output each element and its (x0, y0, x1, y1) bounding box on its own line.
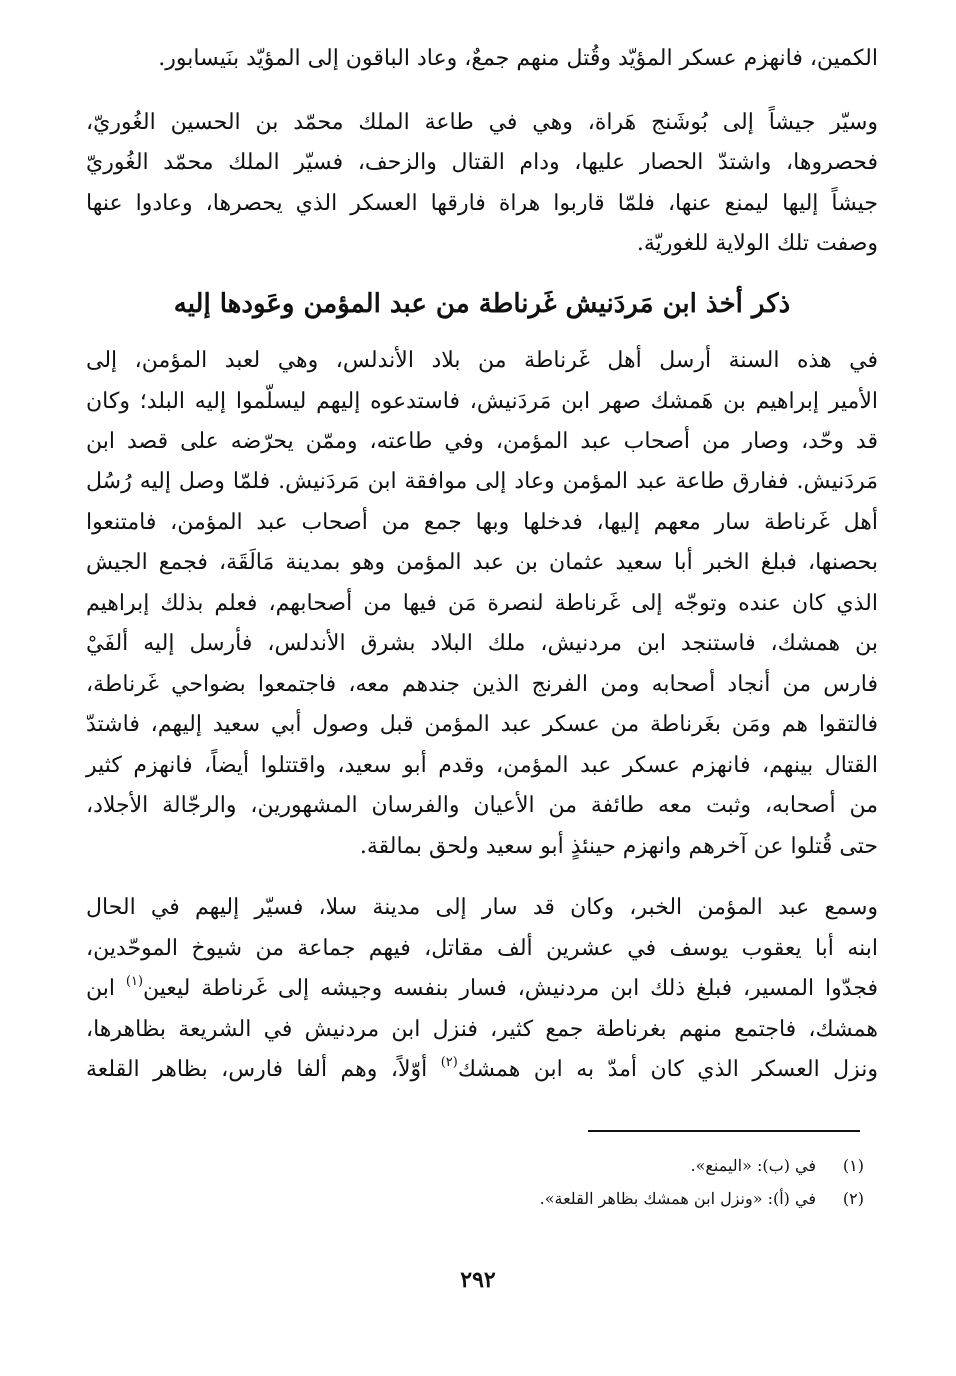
body-line (86, 974, 878, 1010)
footnote (164, 1187, 864, 1211)
body-line: ابنه أبا يعقوب يوسف في عشرين ألف مقاتل، فيهم جماعة من شيوخ الموحّدين، (86, 936, 878, 961)
body-line: الكمين، فانهزم عسكر المؤيّد وقُتل منهم جمعٌ، وعاد الباقون إلى المؤيّد بنَيسابور. (158, 46, 878, 71)
body-line: فالتقوا هم ومَن بغَرناطة من عسكر عبد المؤمن قبل وصول أبي سعيد إليهم، فاشتدّ (86, 712, 878, 737)
body-text: ابن (86, 976, 126, 1001)
body-line: أهل غَرناطة سار معهم إليها، فدخلها وبها جمع من أصحاب عبد المؤمن، فامتنعوا (86, 510, 878, 535)
page-number: ٢٩٢ (460, 1267, 496, 1293)
footnote-number: (٢) (842, 1189, 864, 1208)
body-line: بن همشك، فاستنجد ابن مردنيش، ملك البلاد بشرق الأندلس، فأرسل إليه ألفَيْ (86, 631, 878, 656)
body-line: القتال بينهم، فانهزم عسكر عبد المؤمن، وقدم أبو سعيد، واقتتلوا أيضاً، فانهزم كثير (86, 753, 878, 778)
body-text: ونزل العسكر الذي كان أمدّ به ابن همشك (457, 1057, 879, 1082)
body-line: من أصحابه، وثبت معه طائفة من الأعيان والفرسان المشهورين، والرجّالة الأجلاد، (86, 793, 878, 818)
body-line: وصفت تلك الولاية للغوريّة. (636, 231, 878, 256)
body-line: قد وحّد، وصار من أصحاب عبد المؤمن، وفي طاعته، وممّن يحرّضه على قصد ابن (86, 429, 878, 454)
body-line: وسيّر جيشاً إلى بُوشَنج هَراة، وهي في طاعة الملك محمّد بن الحسين الغُوريّ، (86, 110, 878, 135)
body-line: جيشاً إليها ليمنع عنها، فلمّا قاربوا هراة فارقها العسكر الذي يحصرها، وعادوا عنها (86, 191, 878, 216)
footnote (164, 1154, 864, 1178)
body-line (86, 1055, 878, 1091)
footnote-ref[interactable]: (١) (125, 974, 144, 989)
body-line: في هذه السنة أرسل أهل غَرناطة من بلاد الأندلس، وهي لعبد المؤمن، إلى (86, 348, 878, 373)
body-line: وسمع عبد المؤمن الخبر، وكان قد سار إلى مدينة سلا، فسيّر إليهم في الحال (86, 895, 878, 920)
footnote-ref[interactable]: (٢) (440, 1055, 458, 1070)
footnote-number: (١) (842, 1156, 864, 1175)
body-text: فجدّوا المسير، فبلغ ذلك ابن مردنيش، فسار بنفسه وجيشه إلى غَرناطة ليعين (143, 976, 878, 1001)
footnote-text: في (ب): «اليمنع». (690, 1156, 816, 1175)
body-line: فارس من أنجاد أصحابه ومن الفرنج الذين جندهم معه، فاجتمعوا بضواحي غَرناطة، (86, 672, 878, 697)
footnote-separator (588, 1130, 860, 1132)
body-line: مَردَنيش. ففارق طاعة عبد المؤمن وعاد إلى موافقة ابن مَردَنيش. فلمّا وصل إليه رُسُل (86, 469, 878, 494)
section-heading: ذكر أخذ ابن مَردَنيش غَرناطة من عبد المؤمن وعَودها إليه (173, 289, 791, 319)
body-line: الأمير إبراهيم بن هَمشك صهر ابن مَردَنيش، فاستدعوه إليهم ليسلّموا إليه البلد؛ وكان (86, 389, 878, 414)
body-text: أوّلاً، وهم ألفا فارس، بظاهر القلعة (86, 1057, 441, 1082)
footnote-text: في (أ): «ونزل ابن همشك بظاهر القلعة». (539, 1189, 816, 1208)
body-line: همشك، فاجتمع منهم بغرناطة جمع كثير، فنزل ابن مردنيش في الشريعة بظاهرها، (86, 1017, 878, 1042)
body-line: الذي كان عنده وتوجّه إلى غَرناطة لنصرة مَن فيها من أصحابهم، فعلم بذلك إبراهيم (86, 591, 878, 616)
body-line: فحصروها، واشتدّ الحصار عليها، ودام القتال والزحف، فسيّر الملك محمّد الغُوريّ (86, 150, 878, 175)
body-line: حتى قُتلوا عن آخرهم وانهزم حينئذٍ أبو سعيد ولحق بمالقة. (359, 834, 878, 859)
body-line: بحصنها، فبلغ الخبر أبا سعيد عثمان بن عبد المؤمن وهو بمدينة مَالَقَة، فجمع الجيش (86, 550, 878, 575)
